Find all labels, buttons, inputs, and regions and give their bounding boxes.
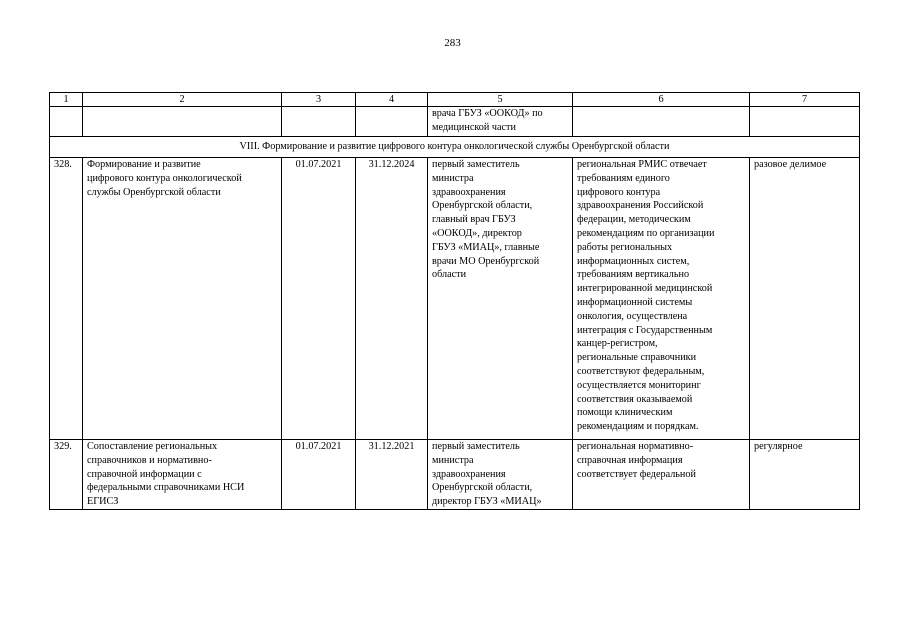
text-line: службы Оренбургской области — [87, 186, 221, 198]
text-line: соответствуют федеральным, — [577, 365, 705, 377]
text-line: министра — [432, 454, 474, 466]
start-date: 01.07.2021 — [282, 158, 356, 440]
row-number: 328. — [50, 158, 83, 440]
page-number: 283 — [444, 37, 461, 49]
section-row — [50, 137, 860, 158]
text-line: Оренбургской области, — [432, 200, 533, 212]
text-line: работы региональных — [577, 241, 673, 253]
column-header: 3 — [282, 93, 356, 107]
expected-result — [573, 440, 750, 510]
continuation-responsible — [428, 107, 573, 137]
text-line: здравоохранения — [432, 186, 506, 198]
text-line: осуществляется мониторинг — [577, 379, 701, 391]
activity-type: регулярное — [750, 440, 860, 510]
text-line: ЕГИСЗ — [87, 496, 119, 508]
text-line: Формирование и развитие — [87, 159, 201, 170]
text-line: региональная РМИС отвечает — [577, 159, 707, 170]
text-line: Сопоставление региональных — [87, 441, 218, 452]
text-line: соответствия оказываемой — [577, 393, 693, 405]
text-line: информационных систем, — [577, 255, 690, 267]
text-line: первый заместитель — [432, 159, 520, 170]
responsible-persons — [428, 440, 573, 510]
text-line: цифрового контура — [577, 186, 661, 198]
end-date: 31.12.2024 — [356, 158, 428, 440]
column-header: 4 — [356, 93, 428, 107]
plan-table — [49, 92, 860, 510]
activity-name — [83, 158, 282, 440]
column-header: 5 — [428, 93, 573, 107]
text-line: справочников и нормативно- — [87, 454, 212, 466]
text-line: главный врач ГБУЗ — [432, 214, 516, 226]
end-date: 31.12.2021 — [356, 440, 428, 510]
text-line: ГБУЗ «МИАЦ», главные — [432, 241, 540, 253]
text-line: помощи клиническим — [577, 407, 673, 419]
text-line: требованиям единого — [577, 172, 670, 184]
text-line: информационной системы — [577, 296, 693, 308]
column-header: 2 — [83, 93, 282, 107]
header-row — [50, 93, 860, 107]
continuation-row — [50, 107, 860, 137]
column-header: 6 — [573, 93, 750, 107]
column-header: 7 — [750, 93, 860, 107]
text-line: министра — [432, 172, 474, 184]
text-line: интегрированной медицинской — [577, 283, 713, 295]
responsible-persons — [428, 158, 573, 440]
text-line: первый заместитель — [432, 441, 520, 452]
text-line: директор ГБУЗ «МИАЦ» — [432, 496, 542, 508]
text-line: справочной информации с — [87, 468, 202, 480]
text-line: медицинской части — [432, 121, 516, 133]
text-line: онкология, осуществлена — [577, 310, 688, 322]
text-line: врачи МО Оренбургской — [432, 255, 540, 267]
text-line: требованиям вертикально — [577, 269, 690, 281]
text-line: интеграция с Государственным — [577, 324, 713, 336]
row-number: 329. — [50, 440, 83, 510]
text-line: соответствует федеральной — [577, 468, 696, 480]
text-line: региональная нормативно- — [577, 441, 694, 452]
text-line: цифрового контура онкологической — [87, 172, 242, 184]
text-line: здравоохранения — [432, 468, 506, 480]
text-line: врача ГБУЗ «ООКОД» по — [432, 108, 543, 119]
text-line: рекомендациям и порядкам. — [577, 421, 699, 433]
start-date: 01.07.2021 — [282, 440, 356, 510]
text-line: области — [432, 269, 467, 281]
text-line: Оренбургской области, — [432, 482, 533, 494]
expected-result — [573, 158, 750, 440]
column-header: 1 — [50, 93, 83, 107]
text-line: федерации, методическим — [577, 214, 691, 226]
text-line: «ООКОД», директор — [432, 227, 522, 239]
activity-type: разовое делимое — [750, 158, 860, 440]
text-line: здравоохранения Российской — [577, 200, 704, 212]
text-line: рекомендациям по организации — [577, 227, 715, 239]
text-line: федеральными справочниками НСИ — [87, 482, 245, 494]
activity-name — [83, 440, 282, 510]
text-line: региональные справочники — [577, 352, 697, 364]
text-line: справочная информация — [577, 454, 683, 466]
table-row — [50, 440, 860, 510]
text-line: канцер-регистром, — [577, 338, 658, 350]
table-row — [50, 158, 860, 440]
section-title: VIII. Формирование и развитие цифрового контура онкологической службы Оренбургской области — [50, 137, 860, 158]
